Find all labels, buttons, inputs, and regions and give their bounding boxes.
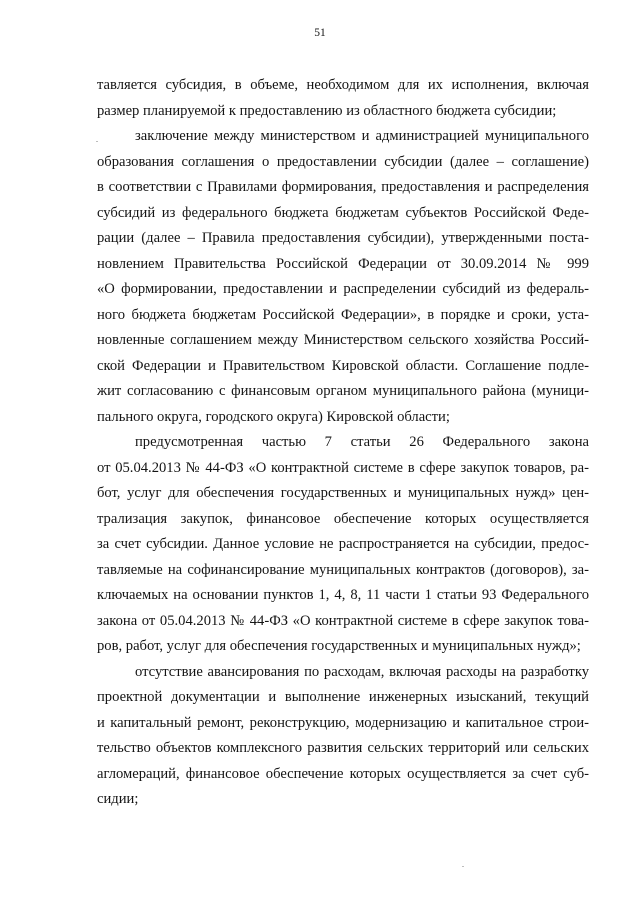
text-line: ключаемых на основании пунктов 1, 4, 8, 11 части 1 статьи 93 Федерального — [97, 587, 589, 603]
page-number: 51 — [314, 27, 326, 39]
paragraph — [97, 430, 589, 660]
text-line: сидии; — [97, 791, 139, 807]
body-text — [97, 73, 589, 813]
text-line: пального округа, городского округа) Кировской области; — [97, 408, 450, 425]
text-line: жит согласованию с финансовым органом муниципального района (муници- — [97, 383, 589, 399]
text-line: новленные соглашением между Министерством сельского хозяйства Россий- — [97, 332, 589, 348]
text-line: предусмотренная частью 7 статьи 26 Федерального закона — [135, 434, 589, 450]
paragraph — [97, 660, 589, 813]
text-line: закона от 05.04.2013 № 44-ФЗ «О контрактной системе в сфере закупок това- — [97, 612, 589, 629]
text-line: ской Федерации и Правительством Кировской области. Соглашение подле- — [97, 357, 589, 374]
text-line: бот, услуг для обеспечения государственных и муниципальных нужд» цен- — [97, 485, 589, 501]
paragraph — [97, 73, 589, 124]
text-line: образования соглашения о предоставлении субсидии (далее – соглашение) — [97, 153, 589, 170]
text-line: агломераций, финансовое обеспечение которых осуществляется за счет суб- — [97, 765, 589, 782]
text-line: «О формировании, предоставлении и распределении субсидий из федераль- — [97, 281, 589, 297]
text-line: субсидий из федерального бюджета бюджетам субъектов Российской Феде- — [97, 204, 589, 221]
text-line: тавляемые на софинансирование муниципальных контрактов (договоров), за- — [97, 561, 589, 578]
text-line: новлением Правительства Российской Федерации от 30.09.2014 № 999 — [97, 255, 589, 272]
scan-speck — [462, 866, 464, 867]
text-line: за счет субсидии. Данное условие не распространяется на субсидии, предос- — [97, 536, 589, 552]
text-line: ного бюджета бюджетам Российской Федерации», в порядке и сроки, уста- — [97, 306, 589, 323]
text-line: отсутствие авансирования по расходам, включая расходы на разработку — [135, 663, 589, 680]
text-line: рации (далее – Правила предоставления субсидии), утвержденными поста- — [97, 230, 589, 246]
text-line: трализация закупок, финансовое обеспечение которых осуществляется — [97, 510, 589, 527]
text-line: проектной документации и выполнение инженерных изысканий, текущий — [97, 689, 589, 705]
text-line: и капитальный ремонт, реконструкцию, модернизацию и капитальное строи- — [97, 714, 589, 731]
text-line: заключение между министерством и администрацией муниципального — [135, 128, 589, 144]
text-line: от 05.04.2013 № 44-ФЗ «О контрактной системе в сфере закупок товаров, ра- — [97, 459, 589, 476]
text-line: в соответствии с Правилами формирования, предоставления и распределения — [97, 179, 589, 195]
text-line: ров, работ, услуг для обеспечения государственных и муниципальных нужд»; — [97, 638, 581, 654]
paragraph — [97, 124, 589, 430]
text-line: тельство объектов комплексного развития сельских территорий или сельских — [97, 740, 589, 756]
text-line: размер планируемой к предоставлению из областного бюджета субсидии; — [97, 102, 557, 119]
scan-speck — [96, 141, 98, 142]
text-line: тавляется субсидия, в объеме, необходимом для их исполнения, включая — [97, 77, 589, 93]
